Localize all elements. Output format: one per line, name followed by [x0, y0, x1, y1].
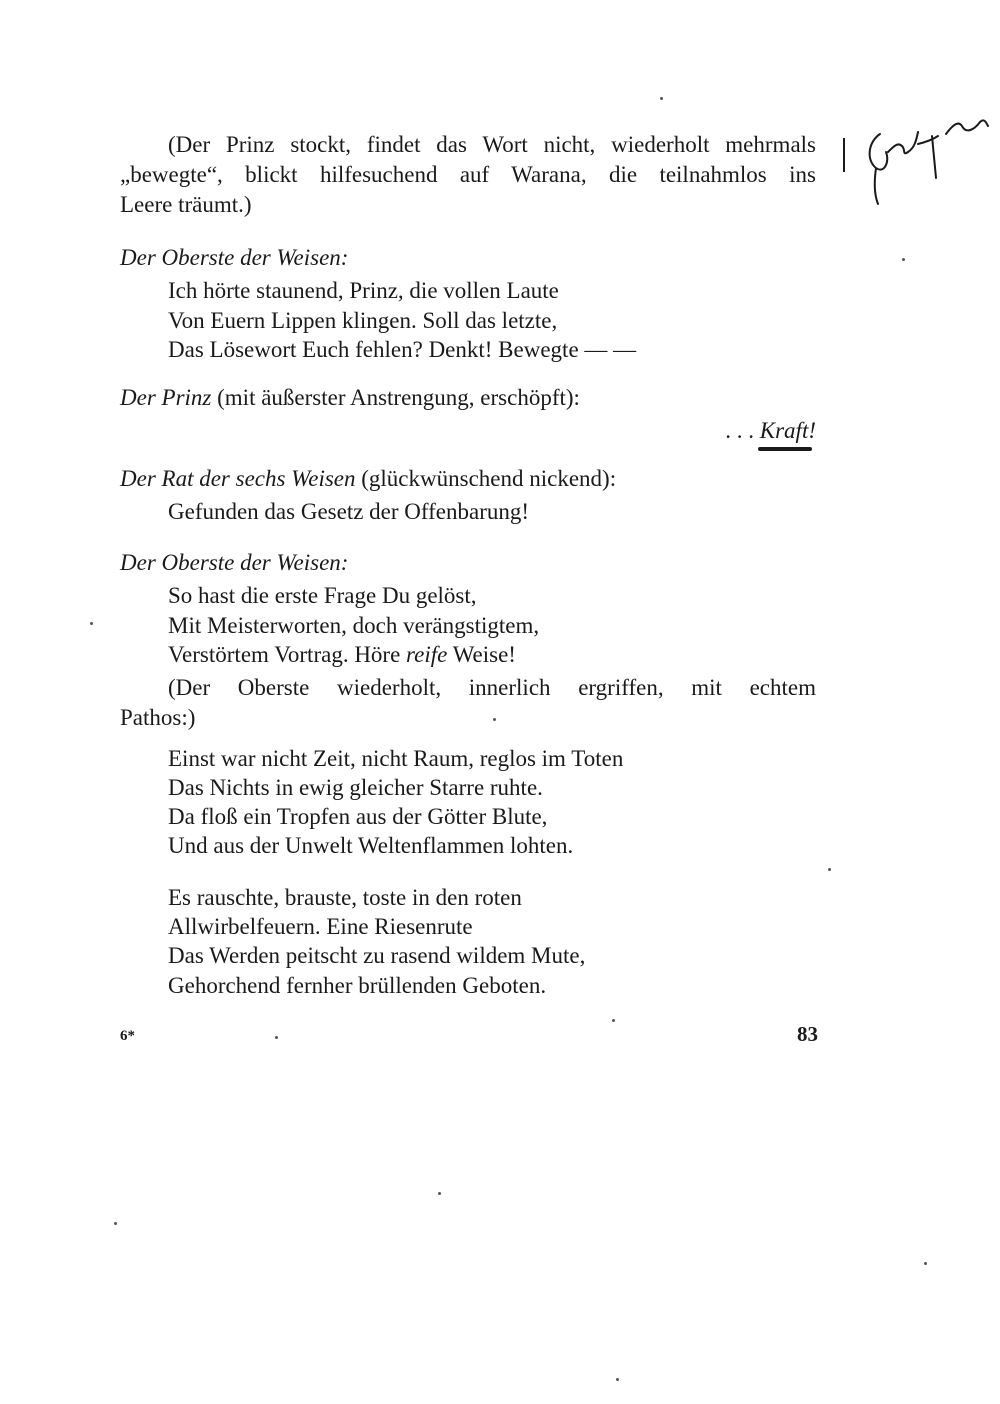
page-number: 83 — [797, 1022, 818, 1046]
speaker-label: Der Oberste der Weisen: — [120, 245, 349, 270]
scan-speck — [616, 1378, 619, 1381]
verse-line: Ich hörte staunend, Prinz, die vollen Laute — [168, 278, 559, 303]
ellipsis: . . . — [725, 418, 755, 443]
key-word: Kraft! — [759, 418, 816, 443]
emphasized-word: reife — [406, 642, 448, 667]
speaker-label: Der Oberste der Weisen: — [120, 550, 349, 575]
stage-direction-line: Pathos:) — [120, 705, 196, 730]
speaker-line — [120, 464, 616, 494]
verse-line: Gefunden das Gesetz der Offenbarung! — [168, 499, 530, 524]
scan-speck — [902, 258, 905, 261]
stage-direction-line: Leere träumt.) — [120, 192, 252, 217]
verse-text: Weise! — [452, 642, 516, 667]
stage-direction-line: (Der Prinz stockt, findet das Wort nicht, wiederholt mehrmals — [168, 132, 816, 157]
verse-line: Einst war nicht Zeit, nicht Raum, reglos im Toten — [168, 746, 624, 771]
verse-line — [725, 416, 816, 446]
scan-speck — [828, 868, 831, 871]
scan-speck — [114, 1222, 117, 1225]
signature-mark: 6* — [120, 1028, 135, 1044]
scan-speck — [493, 718, 496, 721]
scan-speck — [612, 1019, 615, 1022]
verse-line: Das Lösewort Euch fehlen? Denkt! Bewegte — — — [168, 337, 637, 362]
verse-line: Es rauschte, brauste, toste in den roten — [168, 885, 522, 910]
scan-speck — [275, 1036, 278, 1039]
speaker-line — [120, 383, 580, 413]
emphasis-underline — [758, 447, 812, 451]
verse-line: Da floß ein Tropfen aus der Götter Blute, — [168, 804, 548, 829]
speaker-label: Der Prinz — [120, 385, 212, 410]
handwritten-signature — [862, 112, 992, 212]
stage-direction: (glückwünschend nickend): — [361, 466, 617, 491]
stage-direction-line: (Der Oberste wiederholt, innerlich ergriffen, mit echtem — [168, 675, 816, 700]
verse-line: Gehorchend fernher brüllenden Geboten. — [168, 973, 547, 998]
stage-direction-line: „bewegte“, blickt hilfesuchend auf Warana, die teilnahmlos ins — [120, 162, 816, 187]
speaker-label: Der Rat der sechs Weisen — [120, 466, 356, 491]
verse-line — [168, 640, 516, 670]
verse-text: Verstörtem Vortrag. Höre — [168, 642, 401, 667]
verse-line: Von Euern Lippen klingen. Soll das letzte, — [168, 308, 558, 333]
scan-speck — [90, 622, 93, 625]
verse-line: Das Nichts in ewig gleicher Starre ruhte. — [168, 775, 543, 800]
verse-line: Und aus der Unwelt Weltenflammen lohten. — [168, 833, 574, 858]
scan-speck — [660, 97, 663, 100]
scan-speck — [924, 1262, 927, 1265]
verse-line: Allwirbelfeuern. Eine Riesenrute — [168, 914, 473, 939]
margin-mark — [843, 138, 845, 172]
stage-direction: (mit äußerster Anstrengung, erschöpft): — [217, 385, 580, 410]
verse-line: Das Werden peitscht zu rasend wildem Mute, — [168, 943, 586, 968]
verse-line: Mit Meisterworten, doch verängstigtem, — [168, 613, 540, 638]
verse-line: So hast die erste Frage Du gelöst, — [168, 583, 477, 608]
scan-speck — [438, 1192, 441, 1195]
